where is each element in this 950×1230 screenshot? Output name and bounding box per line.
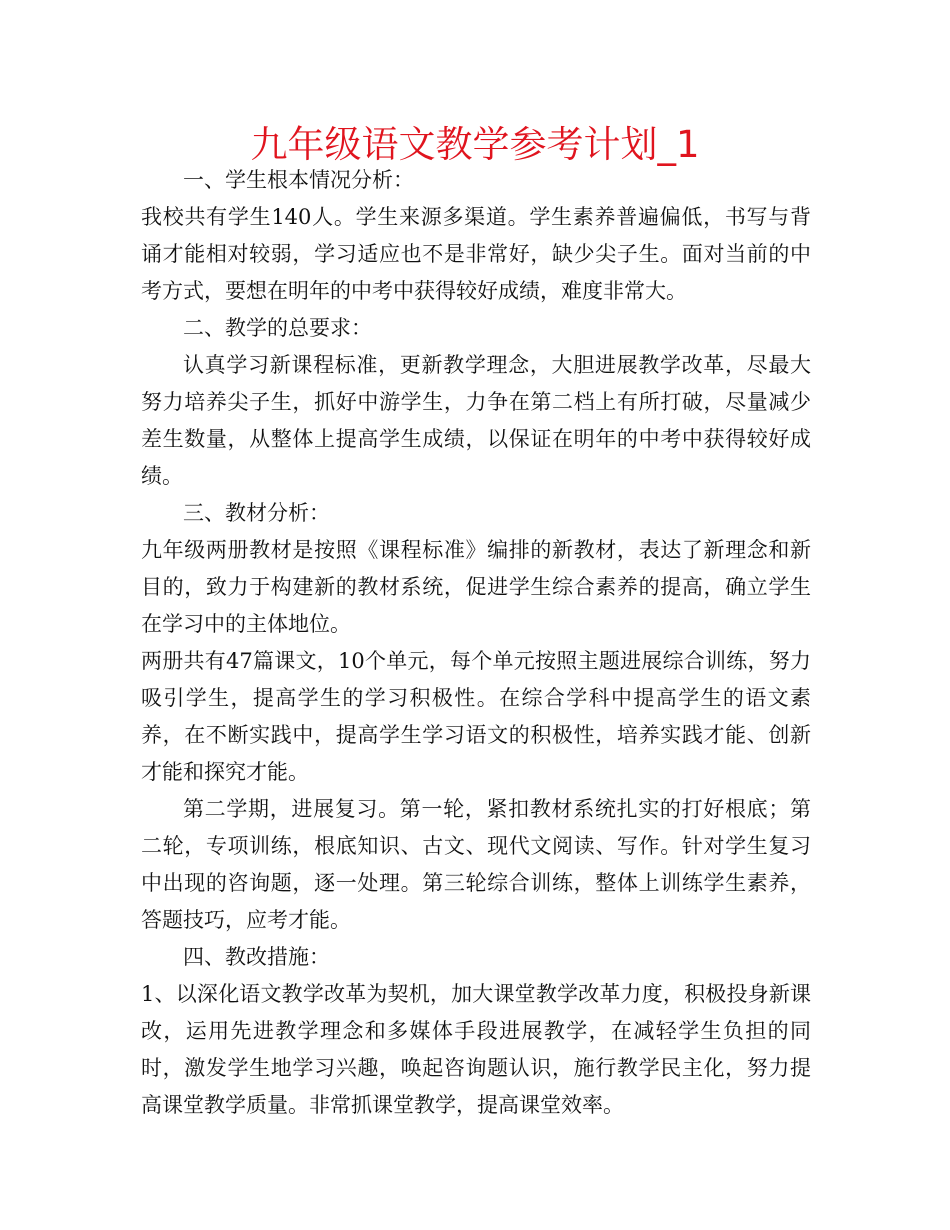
section-heading-textbook-analysis: 三、教材分析： [183,501,330,525]
document-body [141,162,811,1124]
paragraph-textbook-units: 两册共有47篇课文，10个单元，每个单元按照主题进展综合训练，努力吸引学生，提高学生的学习积极性。在综合学科中提高学生的语文素养，在不断实践中，提高学生学习语文的积极性，培养实践才能、创新才能和探究才能。 [141,649,811,784]
section-heading-reform-measures: 四、教改措施： [183,945,330,969]
section-heading-student-analysis: 一、学生根本情况分析： [183,168,414,192]
paragraph-textbook-analysis: 九年级两册教材是按照《课程标准》编排的新教材，表达了新理念和新目的，致力于构建新的教材系统，促进学生综合素养的提高，确立学生在学习中的主体地位。 [141,538,811,636]
paragraph-second-semester-review: 第二学期，进展复习。第一轮，紧扣教材系统扎实的打好根底；第二轮，专项训练，根底知识、古文、现代文阅读、写作。针对学生复习中出现的咨询题，逐一处理。第三轮综合训练，整体上训练学生素养，答题技巧，应考才能。 [141,797,811,932]
paragraph-teaching-requirements: 认真学习新课程标准，更新教学理念，大胆进展教学改革，尽最大努力培养尖子生，抓好中游学生，力争在第二档上有所打破，尽量减少差生数量，从整体上提高学生成绩，以保证在明年的中考中获得较好成绩。 [141,353,811,488]
document-title: 九年级语文教学参考计划_1 [250,123,700,166]
paragraph-student-analysis: 我校共有学生140人。学生来源多渠道。学生素养普遍偏低，书写与背诵才能相对较弱，学习适应也不是非常好，缺少尖子生。面对当前的中考方式，要想在明年的中考中获得较好成绩，难度非常大。 [141,205,811,303]
section-heading-teaching-requirements: 二、教学的总要求： [183,316,372,340]
paragraph-reform-measure-1: 1、以深化语文教学改革为契机，加大课堂教学改革力度，积极投身新课改，运用先进教学理念和多媒体手段进展教学，在减轻学生负担的同时，激发学生地学习兴趣，唤起咨询题认识，施行教学民主化，努力提高课堂教学质量。非常抓课堂教学，提高课堂效率。 [141,982,811,1117]
